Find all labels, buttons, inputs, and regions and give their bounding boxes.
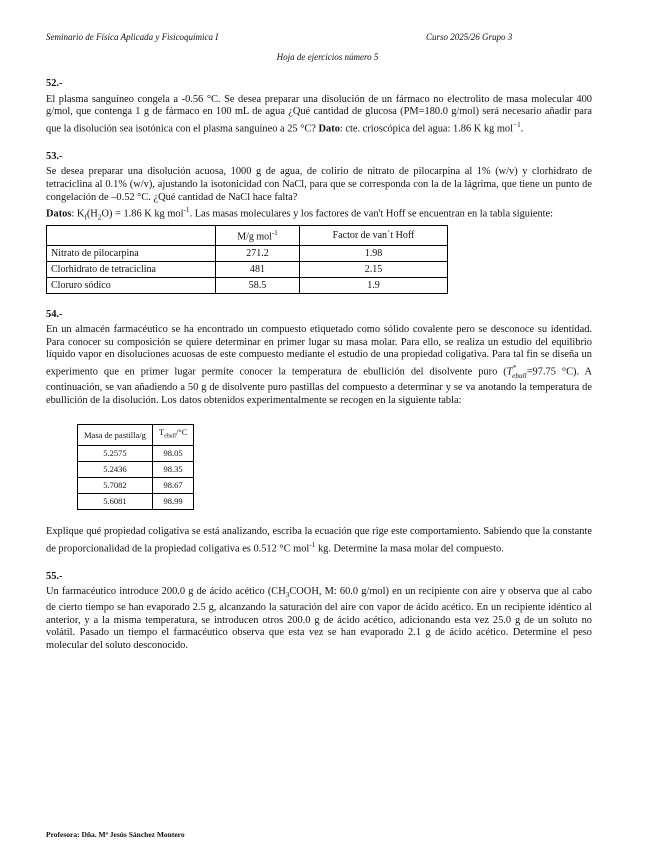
exercise-53 — [46, 151, 592, 294]
table-cell: 98.35 — [152, 462, 194, 478]
exercise-54 — [46, 309, 592, 556]
sheet-title: Hoja de ejercicios número 5 — [276, 52, 379, 62]
footer-teacher: Profesora: Dña. Mª Jesús Sánchez Montero — [46, 830, 185, 839]
table-header: $T_{ebull}/^\circ C$ — [152, 425, 194, 446]
table-cell: 5.6081 — [78, 494, 153, 510]
table-row — [47, 261, 448, 277]
table-row — [78, 462, 194, 478]
exercise-text: En un almacén farmacéutico se ha encontrado un compuesto etiquetado como sólido covalente pero se desconoce su identidad. Para conocer su composición se quiere determinar en primer lugar su masa molar. Para ello, se realiza un estudio del equilibrio líquido vapor en disoluciones acuosas de este compuesto mediante el estudio de una propiedad coligativa. Para tal fin se diseña un experimento que en primer lugar permite conocer la temperatura de ebullición del disolvente puro ($T^*_{ebull}=97.75$ °C). A continuación, se van añadiendo a 50 g de disolvente puro pastillas del compuesto a determinar y se va anotando la temperatura de ebullición de la disolución. Los datos obtenidos experimentalmente se recogen en la siguiente tabla: — [46, 324, 592, 406]
table-cell: 5.2575 — [78, 446, 153, 462]
table-cell: 5.2436 — [78, 462, 153, 478]
exercise-text: Un farmacéutico introduce 200.0 g de ácido acético ($CH_3COOH$, M: 60.0 g/mol) en un recipiente con aire y observa que al cabo de cierto tiempo se han evaporado 2.5 g, alcanzando la saturación del aire con vapor de ácido acético. En un recipiente idéntico al anterior, y a la misma temperatura, se introducen otros 200.0 g de ácido acético, adicionando esta vez 25.0 g de un soluto no volátil. Pasado un tiempo el farmacéutico observa que esta vez se han evaporado 2.1 g de ácido acético. Determine el peso molecular del soluto desconocido. — [46, 586, 593, 651]
header-course-year: Curso 2025/26 Grupo 3 — [426, 32, 513, 42]
table-header: Masa de pastilla/g — [78, 425, 153, 446]
table-cell: Cloruro sódico — [47, 277, 216, 293]
table-row — [78, 478, 194, 494]
table-cell: 481 — [216, 261, 300, 277]
header-course-name: Seminario de Física Aplicada y Fisicoquímica I — [46, 32, 219, 42]
table-row — [78, 494, 194, 510]
table-cell: Clorhidrato de tetraciclina — [47, 261, 216, 277]
properties-table — [46, 225, 448, 293]
table-cell: 58.5 — [216, 277, 300, 293]
table-row — [47, 277, 448, 293]
table-cell: 98.99 — [152, 494, 194, 510]
exercise-question: Explique qué propiedad coligativa se está analizando, escriba la ecuación que rige este comportamiento. Sabiendo que la constante de proporcionalidad de la propiedad coligativa es 0.512 °C mol$^{-1}$ kg. Determine la masa molar del compuesto. — [46, 526, 592, 555]
table-row — [47, 245, 448, 261]
exercise-number: 53.- — [46, 150, 63, 162]
table-cell: 271.2 — [216, 245, 300, 261]
table-cell: 98.67 — [152, 478, 194, 494]
exercise-number: 52.- — [46, 78, 63, 89]
exercise-sheet — [46, 78, 592, 667]
exercise-number: 54.- — [46, 308, 63, 320]
exercise-text: Se desea preparar una disolución acuosa, 1000 g de agua, de colirio de nitrato de pilocarpina al 1% (w/v) y clorhidrato de tetraciclina al 0.1% (w/v), ajustando la isotonicidad con NaCl, para que se corresponda con la de la lágrima, que tiene un punto de congelación de –0.52 °C. ¿Qué cantidad de NaCl hace falta? Datos: $K_f(H_2O) = 1.86$ K kg mol$^{-1}$. Las masas moleculares y los factores de van't Hoff se encuentran en la tabla siguiente: — [46, 166, 592, 222]
exercise-52 — [46, 78, 592, 136]
table-header: M/g mol$^{-1}$ — [216, 226, 300, 245]
exercise-55 — [46, 571, 592, 653]
table-cell: 1.98 — [300, 245, 448, 261]
table-cell: Nitrato de pilocarpina — [47, 245, 216, 261]
table-header — [47, 226, 216, 245]
boiling-data-table — [77, 424, 194, 510]
exercise-number: 55.- — [46, 570, 63, 582]
table-cell: 98.05 — [152, 446, 194, 462]
table-row — [78, 446, 194, 462]
table-header: Factor de van´t Hoff — [300, 226, 448, 245]
table-cell: 2.15 — [300, 261, 448, 277]
table-header-row — [47, 226, 448, 245]
table-header-row — [78, 425, 194, 446]
data-label: Datos — [46, 208, 72, 220]
exercise-text: El plasma sanguíneo congela a -0.56 °C. Se desea preparar una disolución de un fármaco no electrolito de masa molecular 400 g/mol, que contenga 1 g de fármaco en 100 mL de agua ¿Qué cantidad de glucosa (PM=180.0 g/mol) será necesario añadir para que la disolución sea isotónica con el plasma sanguíneo a 25 °C? Dato: cte. crioscópica del agua: 1.86 K kg mol$^{-1}$. — [46, 93, 592, 135]
table-cell: 5.7082 — [78, 478, 153, 494]
table-cell: 1.9 — [300, 277, 448, 293]
data-label: Dato — [318, 123, 340, 135]
